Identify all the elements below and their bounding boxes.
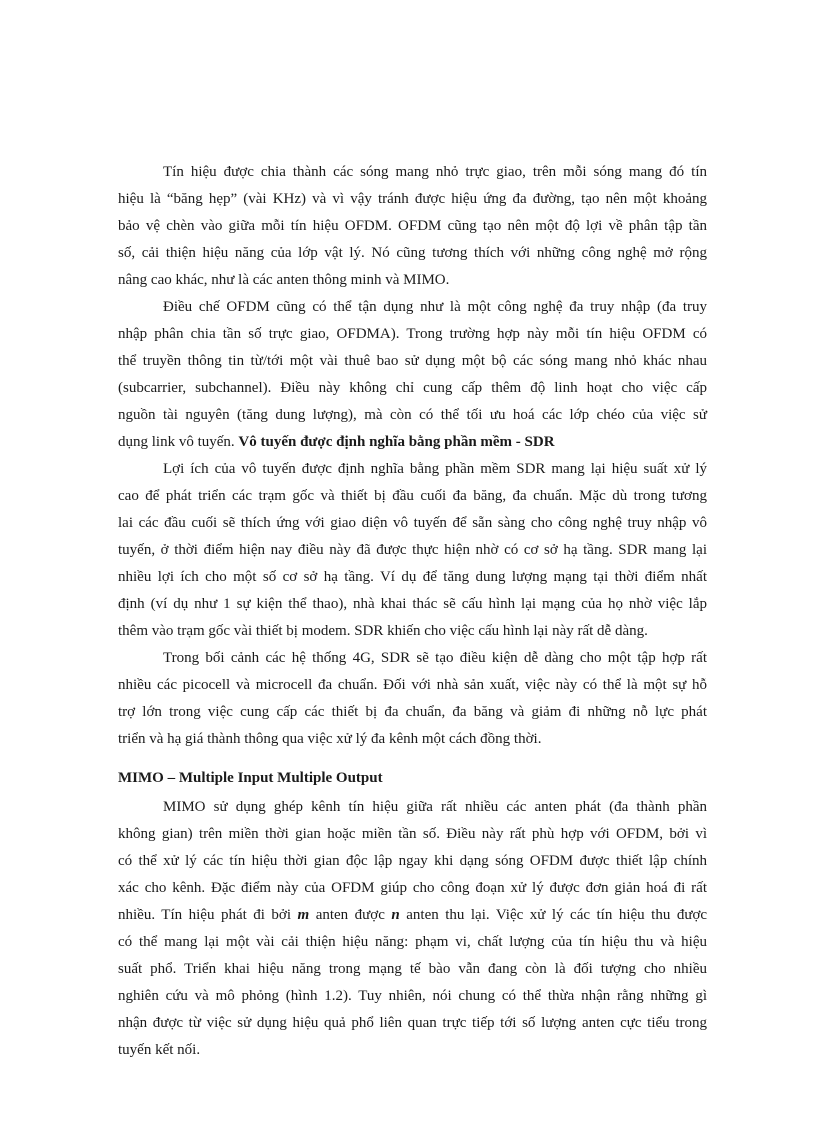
paragraph-line: có thể xử lý các tín hiệu thời gian độc lập ngay khi dạng sóng OFDM được thiết lập chính [118, 853, 707, 869]
paragraph-line: tuyến, ở thời điểm hiện nay điều này đã được thực hiện nhờ có cơ sở hạ tầng. SDR mang lại [118, 542, 707, 558]
paragraph-line: định (ví dụ như 1 sự kiện thể thao), nhà khai thác sẽ cấu hình lại mạng của họ nhờ việc lắp [118, 596, 707, 612]
paragraph-line: bảo vệ chèn vào giữa mỗi tín hiệu OFDM. OFDM cũng tạo nên một độ lợi về phân tập tần [118, 218, 707, 234]
paragraph-line: (subcarrier, subchannel). Điều này không chỉ cung cấp thêm độ linh hoạt cho việc cấp [118, 380, 707, 396]
paragraph-line: Tín hiệu được chia thành các sóng mang nhỏ trực giao, trên mỗi sóng mang đó tín [163, 164, 707, 180]
paragraph-line: thêm vào trạm gốc vài thiết bị modem. SDR khiến cho việc cấu hình lại này rất dễ dàng. [118, 623, 648, 639]
paragraph-text: anten được [315, 907, 385, 923]
paragraph-line: xác cho kênh. Đặc điểm này của OFDM giúp cho công đoạn xử lý được đơn giản hoá đi rất [118, 880, 707, 896]
paragraph-line: nhiều lợi ích cho một số cơ sở hạ tầng. Ví dụ để tăng dung lượng mạng tại thời điểm nhất [118, 569, 707, 585]
variable-n: n [391, 907, 400, 923]
paragraph-line: nguồn tài nguyên (tăng dung lượng), mà còn có thể tối ưu hoá các lớp chéo của việc sử [118, 407, 707, 423]
paragraph-line [118, 905, 707, 925]
paragraph-line: suất phổ. Triển khai hiệu năng trong mạng tế bào vẫn đang còn là đối tượng cho nhiều [118, 961, 707, 977]
paragraph-line: trợ lớn trong việc cung cấp các thiết bị đa chuẩn, đa băng và giảm đi những nỗ lực phát [118, 704, 707, 720]
paragraph-line: nâng cao khác, như là các anten thông minh và MIMO. [118, 272, 450, 288]
paragraph-line: Điều chế OFDM cũng có thể tận dụng như là một công nghệ đa truy nhập (đa truy [163, 299, 707, 315]
paragraph-line: triển và hạ giá thành thông qua việc xử lý đa kênh một cách đồng thời. [118, 731, 542, 747]
paragraph-line: có thể mang lại một vài cải thiện hiệu năng: phạm vi, chất lượng của tín hiệu thu và hiệu [118, 934, 707, 950]
paragraph-text: anten thu lại. Việc xử lý các tín hiệu thu được [406, 907, 708, 923]
paragraph-line: số, cải thiện hiệu năng của lớp vật lý. Nó cũng tương thích với những công nghệ mở rộng [118, 245, 707, 261]
paragraph-line: nghiên cứu và mô phỏng (hình 1.2). Tuy nhiên, nói chung có thể thừa nhận rằng những gì [118, 988, 707, 1004]
paragraph-line: nhiều các picocell và microcell đa chuẩn. Đối với nhà sản xuất, việc này có thể là một sự hỗ [118, 677, 707, 693]
paragraph-line: thể truyền thông tin từ/tới một vài thuê bao sử dụng một bộ các sóng mang nhỏ khác nhau [118, 353, 707, 369]
sdr-heading: Vô tuyến được định nghĩa bằng phần mềm - SDR [238, 434, 555, 450]
paragraph-text: dụng link vô tuyến. [118, 434, 235, 450]
paragraph-line: Trong bối cảnh các hệ thống 4G, SDR sẽ tạo điều kiện dễ dàng cho một tập hợp rất [163, 650, 707, 666]
paragraph-line: Lợi ích của vô tuyến được định nghĩa bằng phần mềm SDR mang lại hiệu suất xử lý [163, 461, 707, 477]
paragraph-line: không gian) trên miền thời gian hoặc miền tần số. Điều này rất phù hợp với OFDM, bởi vì [118, 826, 707, 842]
variable-m: m [297, 907, 310, 923]
paragraph-line: tuyến kết nối. [118, 1042, 201, 1058]
paragraph-line: lai các đầu cuối sẽ thích ứng với giao diện vô tuyến để sẵn sàng cho công nghệ truy nhập vô [118, 515, 707, 531]
paragraph-line: MIMO sử dụng ghép kênh tín hiệu giữa rất nhiều các anten phát (đa thành phần [163, 799, 707, 815]
paragraph-line: cao để phát triển các trạm gốc và thiết bị đầu cuối đa băng, đa chuẩn. Mặc dù trong tương [118, 488, 707, 504]
paragraph-line: nhập phân chia tần số trực giao, OFDMA). Trong trường hợp này mỗi tín hiệu OFDM có [118, 326, 707, 342]
paragraph-line [118, 432, 555, 452]
paragraph-line: nhận được từ việc sử dụng hiệu quả phổ liên quan trực tiếp tới số lượng anten cực tiểu trong [118, 1015, 707, 1031]
paragraph-text: nhiều. Tín hiệu phát đi bởi [118, 907, 292, 923]
paragraph-line: hiệu là “băng hẹp” (vài KHz) và vì vậy tránh được hiệu ứng đa đường, tạo nên một khoảng [118, 191, 707, 207]
section-heading: MIMO – Multiple Input Multiple Output [118, 770, 383, 786]
